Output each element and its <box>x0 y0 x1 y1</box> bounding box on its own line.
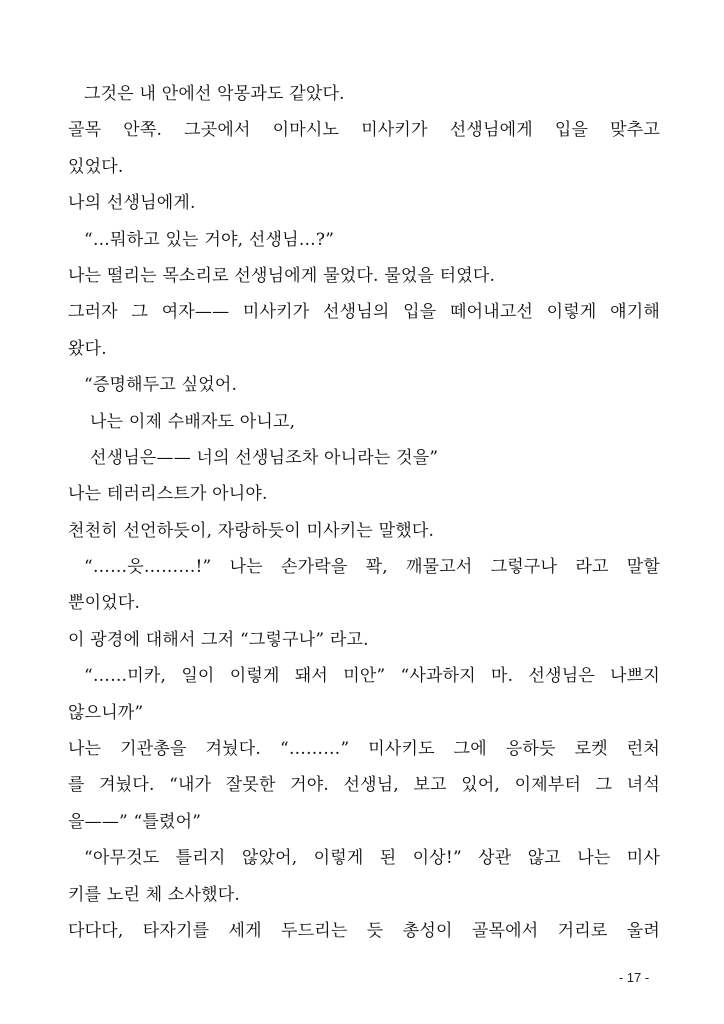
text-line: 이 광경에 대해서 그저 “그렇구나” 라고. <box>68 629 369 650</box>
text-line: 나는 이제 수배자도 아니고, <box>90 411 296 432</box>
text-line: 을——” “틀렸어” <box>68 811 202 832</box>
text-line: 나의 선생님에게. <box>68 193 196 214</box>
text-line: 다다다, 타자기를 세게 두드리는 듯 총성이 골목에서 거리로 울려 <box>68 920 660 941</box>
text-line: 뿐이었다. <box>68 593 141 614</box>
text-line: 골목 안쪽. 그곳에서 이마시노 미사키가 선생님에게 입을 맞추고 <box>68 120 660 141</box>
text-line: “…뭐하고 있는 거야, 선생님…?” <box>84 229 335 250</box>
text-line: “……미카, 일이 이렇게 돼서 미안” “사과하지 마. 선생님은 나쁘지 <box>84 666 660 687</box>
text-line: 선생님은—— 너의 선생님조차 아니라는 것을” <box>90 447 439 468</box>
text-line: 나는 테러리스트가 아니야. <box>68 484 268 505</box>
page-number: - 17 - <box>618 970 650 985</box>
text-line: 왔다. <box>68 338 107 359</box>
text-line: 그러자 그 여자—— 미사키가 선생님의 입을 떼어내고선 이렇게 얘기해 <box>68 302 660 323</box>
text-line: “……읏………!” 나는 손가락을 꽉, 깨물고서 그렇구나 라고 말할 <box>84 557 660 578</box>
text-line: “증명해두고 싶었어. <box>84 375 238 396</box>
text-line: 를 겨눴다. “내가 잘못한 거야. 선생님, 보고 있어, 이제부터 그 녀석 <box>68 775 660 796</box>
text-line: 있었다. <box>68 156 124 177</box>
text-line: 나는 기관총을 겨눴다. “………” 미사키도 그에 응하듯 로켓 런처 <box>68 739 660 760</box>
text-line: 키를 노린 체 소사했다. <box>68 884 241 905</box>
body-text <box>68 76 660 949</box>
text-line: “아무것도 틀리지 않았어, 이렇게 된 이상!” 상관 않고 나는 미사 <box>84 848 660 869</box>
text-line: 나는 떨리는 목소리로 선생님에게 물었다. 물었을 터였다. <box>68 265 496 286</box>
text-line: 천천히 선언하듯이, 자랑하듯이 미사키는 말했다. <box>68 520 435 541</box>
text-line: 그것은 내 안에선 악몽과도 같았다. <box>84 84 345 104</box>
text-line: 않으니까” <box>68 702 144 723</box>
